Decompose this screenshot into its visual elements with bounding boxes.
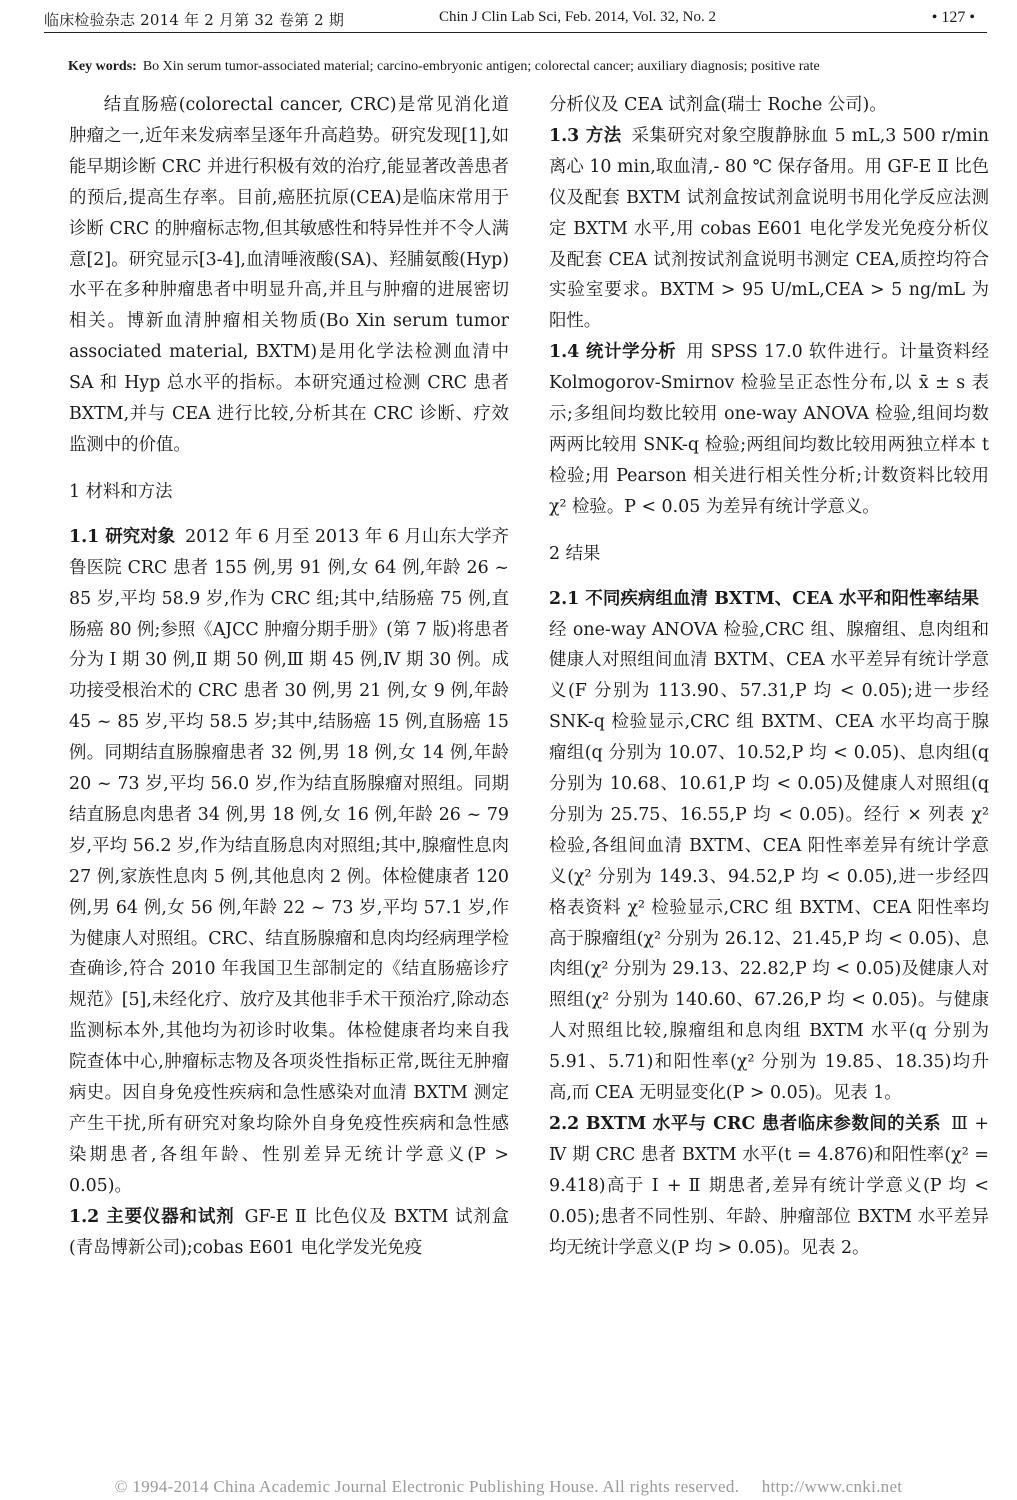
intro-paragraph: 结直肠癌(colorectal cancer, CRC)是常见消化道肿瘤之一,近年来发病率呈逐年升高趋势。研究发现[1],如能早期诊断 CRC 并进行积极有效的治疗,能显著改善患者的预后,提高生存率。目前,癌胚抗原(CEA)是临床常用于诊断 CRC 的肿瘤标志物,但其敏感性和特异性并不令人满意[2]。研究显示[3-4],血清唾液酸(SA)、羟脯氨酸(Hyp)水平在多种肿瘤患者中明显升高,并且与肿瘤的进展密切相关。博新血清肿瘤相关物质(Bo Xin serum tumor associated material, BXTM)是用化学法检测血清中 SA 和 Hyp 总水平的指标。本研究通过检测 CRC 患者 BXTM,并与 CEA 进行比较,分析其在 CRC 诊断、疗效监测中的价值。 xyxy=(69,95,509,455)
section-2-2-heading: 2.2 BXTM 水平与 CRC 患者临床参数间的关系 xyxy=(549,1114,942,1134)
section-2-1-heading: 2.1 不同疾病组血清 BXTM、CEA 水平和阳性率结果 xyxy=(549,588,979,609)
section-1-2 xyxy=(69,1202,509,1264)
section-1-3-heading: 1.3 方法 xyxy=(549,125,622,146)
section-1-1-heading: 1.1 研究对象 xyxy=(69,526,176,547)
keywords-line xyxy=(68,59,991,75)
section-1-4-heading: 1.4 统计学分析 xyxy=(549,342,677,363)
copyright-footer xyxy=(0,1477,1017,1497)
page-number: • 127 • xyxy=(931,9,975,26)
cnki-link[interactable]: http://www.cnki.net xyxy=(761,1477,903,1496)
keywords-text: Bo Xin serum tumor-associated material; carcino-embryonic antigen; colorectal cancer; auxiliary diagnosis; positive rate xyxy=(142,59,820,74)
section-2-1 xyxy=(549,584,989,1109)
section-2-2 xyxy=(549,1109,989,1264)
keywords-label: Key words: xyxy=(68,59,137,74)
section-1-4 xyxy=(549,337,989,522)
running-header xyxy=(44,6,987,33)
section-1-4-text: 用 SPSS 17.0 软件进行。计量资料经 Kolmogorov-Smirnov 检验呈正态性分布,以 x̄ ± s 表示;多组间均数比较用 one-way ANOVA 检验,组间均数两两比较用 SNK-q 检验;两组间均数比较用两独立样本 t 检验;用 Pearson 相关进行相关性分析;计数资料比较用 χ² 检验。P < 0.05 为差异有统计学意义。 xyxy=(549,342,989,517)
section-1-2-heading: 1.2 主要仪器和试剂 xyxy=(69,1206,235,1227)
section-1-3 xyxy=(549,121,989,337)
section-1-1 xyxy=(69,522,509,1202)
section-1-2-continued: 分析仪及 CEA 试剂盒(瑞士 Roche 公司)。 xyxy=(549,95,887,115)
section-2-2-text: Ⅲ + Ⅳ 期 CRC 患者 BXTM 水平(t = 4.876)和阳性率(χ² = 9.418)高于 Ⅰ + Ⅱ 期患者,差异有统计学意义(P 均 < 0.05);患者不同性别、年龄、肿瘤部位 BXTM 水平差异均无统计学意义(P 均 > 0.05)。见表 2。 xyxy=(549,1114,989,1258)
journal-title-cn: 临床检验杂志 2014 年 2 月第 32 卷第 2 期 xyxy=(44,11,345,29)
copyright-text: © 1994-2014 China Academic Journal Electronic Publishing House. All rights reserved. xyxy=(114,1477,740,1496)
section-1-3-text: 采集研究对象空腹静脉血 5 mL,3 500 r/min 离心 10 min,取血清,- 80 ℃ 保存备用。用 GF-E Ⅱ 比色仪及配套 BXTM 试剂盒按试剂盒说明书用化学反应法测定 BXTM 水平,用 cobas E601 电化学发光免疫分析仪及配套 CEA 试剂按试剂盒说明书测定 CEA,质控均符合实验室要求。BXTM > 95 U/mL,CEA > 5 ng/mL 为阳性。 xyxy=(549,125,989,332)
right-column xyxy=(549,90,989,1264)
section-2-1-text: 经 one-way ANOVA 检验,CRC 组、腺瘤组、息肉组和健康人对照组间血清 BXTM、CEA 水平差异有统计学意义(F 分别为 113.90、57.31,P 均 < 0.05);进一步经 SNK-q 检验显示,CRC 组 BXTM、CEA 水平均高于腺瘤组(q 分别为 10.07、10.52,P 均 < 0.05)、息肉组(q 分别为 10.68、10.61,P 均 < 0.05)及健康人对照组(q 分别为 25.75、16.55,P 均 < 0.05)。经行 × 列表 χ² 检验,各组间血清 BXTM、CEA 阳性率差异有统计学意义(χ² 分别为 149.3、94.52,P 均 < 0.05),进一步经四格表资料 χ² 检验显示,CRC 组 BXTM、CEA 阳性率均高于腺瘤组(χ² 分别为 26.12、21.45,P 均 < 0.05)、息肉组(χ² 分别为 29.13、22.82,P 均 < 0.05)及健康人对照组(χ² 分别为 140.60、67.26,P 均 < 0.05)。与健康人对照组比较,腺瘤组和息肉组 BXTM 水平(q 分别为 5.91、5.71)和阳性率(χ² 分别为 19.85、18.35)均升高,而 CEA 无明显变化(P > 0.05)。见表 1。 xyxy=(549,619,989,1104)
section-1-title: 1 材料和方法 xyxy=(69,481,173,502)
section-1-2-text: GF-E Ⅱ 比色仪及 BXTM 试剂盒(青岛博新公司);cobas E601 电化学发光免疫 xyxy=(69,1206,510,1258)
journal-title-en: Chin J Clin Lab Sci, Feb. 2014, Vol. 32, No. 2 xyxy=(439,9,716,25)
section-2-title: 2 结果 xyxy=(549,543,601,564)
section-1-1-text: 2012 年 6 月至 2013 年 6 月山东大学齐鲁医院 CRC 患者 155 例,男 91 例,女 64 例,年龄 26 ~ 85 岁,平均 58.9 岁,作为 CRC 组;其中,结肠癌 75 例,直肠癌 80 例;参照《AJCC 肿瘤分期手册》(第 7 版)将患者分为 Ⅰ 期 30 例,Ⅱ 期 50 例,Ⅲ 期 45 例,Ⅳ 期 30 例。成功接受根治术的 CRC 患者 30 例,男 21 例,女 9 例,年龄 45 ~ 85 岁,平均 58.5 岁;其中,结肠癌 15 例,直肠癌 15 例。同期结直肠腺瘤患者 32 例,男 18 例,女 14 例,年龄 20 ~ 73 岁,平均 56.0 岁,作为结直肠腺瘤对照组。同期结直肠息肉患者 34 例,男 18 例,女 16 例,年龄 26 ~ 79 岁,平均 56.2 岁,作为结直肠息肉对照组;其中,腺瘤性息肉 27 例,家族性息肉 5 例,其他息肉 2 例。体检健康者 120 例,男 64 例,女 56 例,年龄 22 ~ 73 岁,平均 57.1 岁,作为健康人对照组。CRC、结直肠腺瘤和息肉均经病理学检查确诊,符合 2010 年我国卫生部制定的《结直肠癌诊疗规范》[5],未经化疗、放疗及其他非手术干预治疗,除动态监测标本外,其他均为初诊时收集。体检健康者均来自我院查体中心,肿瘤标志物及各项炎性指标正常,既往无肿瘤病史。因自身免疫性疾病和急性感染对血清 BXTM 测定产生干扰,所有研究对象均除外自身免疫性疾病和急性感染期患者,各组年龄、性别差异无统计学意义(P > 0.05)。 xyxy=(69,526,510,1196)
left-column xyxy=(69,90,509,1264)
